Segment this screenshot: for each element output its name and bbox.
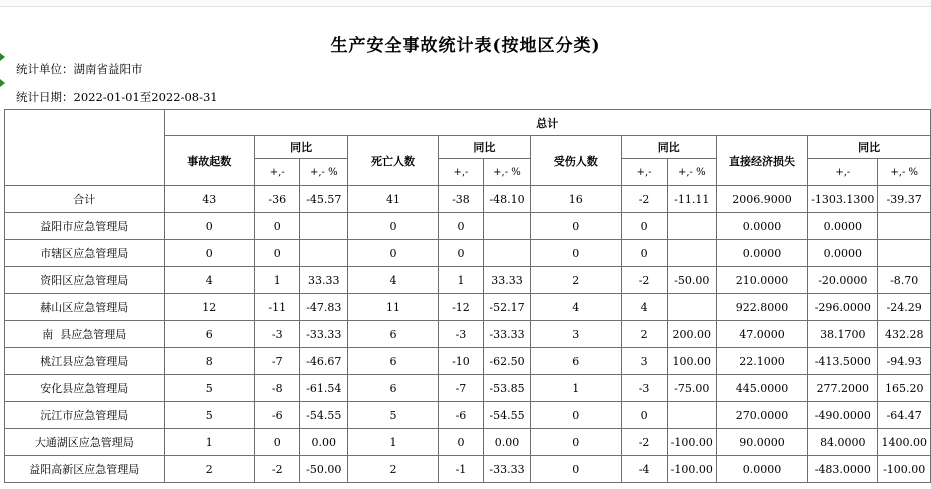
accidents-pct-cell: -45.57 bbox=[300, 186, 348, 213]
injuries-pct-cell: -100.00 bbox=[667, 429, 716, 456]
loss-pct-cell: -39.37 bbox=[878, 186, 931, 213]
loss-pct-cell: 432.28 bbox=[878, 321, 931, 348]
injuries-pct-cell: -50.00 bbox=[667, 267, 716, 294]
header-total: 总计 bbox=[164, 110, 931, 136]
accidents-diff-cell: -11 bbox=[255, 294, 300, 321]
table-row bbox=[5, 456, 931, 483]
deaths-pct-cell: -33.33 bbox=[484, 456, 531, 483]
deaths-diff-cell: 0 bbox=[438, 429, 483, 456]
injuries-cell: 0 bbox=[530, 402, 621, 429]
region-name-cell: 市辖区应急管理局 bbox=[5, 240, 165, 267]
statistics-table bbox=[4, 109, 931, 483]
injuries-cell: 6 bbox=[530, 348, 621, 375]
accidents-diff-cell: 1 bbox=[255, 267, 300, 294]
top-ruler-strip bbox=[0, 0, 931, 7]
header-accidents: 事故起数 bbox=[164, 136, 255, 186]
deaths-cell: 5 bbox=[348, 402, 439, 429]
loss-pct-cell: 165.20 bbox=[878, 375, 931, 402]
deaths-diff-cell: -38 bbox=[438, 186, 483, 213]
accidents-diff-cell: 0 bbox=[255, 240, 300, 267]
injuries-pct-cell bbox=[667, 213, 716, 240]
cell-comment-marker bbox=[0, 79, 5, 87]
injuries-diff-cell: 0 bbox=[621, 240, 667, 267]
loss-pct-cell: -94.93 bbox=[878, 348, 931, 375]
deaths-pct-cell bbox=[484, 240, 531, 267]
accidents-cell: 0 bbox=[164, 240, 255, 267]
accidents-cell: 8 bbox=[164, 348, 255, 375]
injuries-cell: 0 bbox=[530, 429, 621, 456]
accidents-diff-cell: 0 bbox=[255, 213, 300, 240]
deaths-diff-cell: -3 bbox=[438, 321, 483, 348]
loss-diff-cell: 84.0000 bbox=[808, 429, 878, 456]
loss-cell: 0.0000 bbox=[716, 240, 807, 267]
table-row bbox=[5, 294, 931, 321]
accidents-diff-cell: -7 bbox=[255, 348, 300, 375]
accidents-pct-cell: -54.55 bbox=[300, 402, 348, 429]
injuries-pct-cell: -100.00 bbox=[667, 456, 716, 483]
region-name-cell: 益阳高新区应急管理局 bbox=[5, 456, 165, 483]
accidents-cell: 6 bbox=[164, 321, 255, 348]
injuries-pct-cell bbox=[667, 402, 716, 429]
injuries-pct-cell bbox=[667, 294, 716, 321]
table-row bbox=[5, 429, 931, 456]
accidents-pct-cell: -47.83 bbox=[300, 294, 348, 321]
accidents-diff-cell: -8 bbox=[255, 375, 300, 402]
deaths-diff-cell: 0 bbox=[438, 240, 483, 267]
deaths-diff-cell: -1 bbox=[438, 456, 483, 483]
loss-cell: 0.0000 bbox=[716, 213, 807, 240]
table-row bbox=[5, 321, 931, 348]
report-title: 生产安全事故统计表(按地区分类) bbox=[330, 36, 601, 56]
accidents-pct-cell: -50.00 bbox=[300, 456, 348, 483]
accidents-diff-cell: 0 bbox=[255, 429, 300, 456]
region-name-cell: 安化县应急管理局 bbox=[5, 375, 165, 402]
injuries-cell: 0 bbox=[530, 456, 621, 483]
deaths-pct-cell: -33.33 bbox=[484, 321, 531, 348]
deaths-pct-cell: 33.33 bbox=[484, 267, 531, 294]
table-row bbox=[5, 186, 931, 213]
accidents-pct-cell: 0.00 bbox=[300, 429, 348, 456]
injuries-cell: 3 bbox=[530, 321, 621, 348]
accidents-cell: 43 bbox=[164, 186, 255, 213]
loss-pct-cell: -64.47 bbox=[878, 402, 931, 429]
injuries-cell: 4 bbox=[530, 294, 621, 321]
accidents-pct-cell bbox=[300, 213, 348, 240]
loss-cell: 47.0000 bbox=[716, 321, 807, 348]
loss-pct-cell bbox=[878, 240, 931, 267]
region-name-cell: 南 县应急管理局 bbox=[5, 321, 165, 348]
accidents-diff-cell: -2 bbox=[255, 456, 300, 483]
injuries-cell: 0 bbox=[530, 240, 621, 267]
loss-cell: 210.0000 bbox=[716, 267, 807, 294]
table-row bbox=[5, 240, 931, 267]
header-pm: +,- bbox=[255, 159, 300, 186]
region-name-cell: 桃江县应急管理局 bbox=[5, 348, 165, 375]
loss-pct-cell: -8.70 bbox=[878, 267, 931, 294]
accidents-cell: 12 bbox=[164, 294, 255, 321]
deaths-diff-cell: 1 bbox=[438, 267, 483, 294]
loss-cell: 270.0000 bbox=[716, 402, 807, 429]
injuries-pct-cell: -75.00 bbox=[667, 375, 716, 402]
header-pm: +,- bbox=[808, 159, 878, 186]
loss-diff-cell: 277.2000 bbox=[808, 375, 878, 402]
header-injuries: 受伤人数 bbox=[530, 136, 621, 186]
header-deaths: 死亡人数 bbox=[348, 136, 439, 186]
corner-cell bbox=[5, 110, 165, 186]
injuries-pct-cell: 100.00 bbox=[667, 348, 716, 375]
header-loss-yoy: 同比 bbox=[808, 136, 931, 159]
deaths-diff-cell: -10 bbox=[438, 348, 483, 375]
deaths-cell: 6 bbox=[348, 375, 439, 402]
injuries-cell: 16 bbox=[530, 186, 621, 213]
header-accidents-yoy: 同比 bbox=[255, 136, 348, 159]
injuries-cell: 0 bbox=[530, 213, 621, 240]
deaths-cell: 4 bbox=[348, 267, 439, 294]
injuries-diff-cell: 2 bbox=[621, 321, 667, 348]
accidents-pct-cell: 33.33 bbox=[300, 267, 348, 294]
deaths-cell: 6 bbox=[348, 321, 439, 348]
deaths-cell: 1 bbox=[348, 429, 439, 456]
header-loss: 直接经济损失 bbox=[716, 136, 807, 186]
loss-cell: 90.0000 bbox=[716, 429, 807, 456]
accidents-diff-cell: -3 bbox=[255, 321, 300, 348]
accidents-cell: 4 bbox=[164, 267, 255, 294]
table-row bbox=[5, 375, 931, 402]
loss-diff-cell: 0.0000 bbox=[808, 240, 878, 267]
deaths-diff-cell: -7 bbox=[438, 375, 483, 402]
loss-cell: 22.1000 bbox=[716, 348, 807, 375]
loss-diff-cell: -20.0000 bbox=[808, 267, 878, 294]
deaths-pct-cell bbox=[484, 213, 531, 240]
deaths-cell: 11 bbox=[348, 294, 439, 321]
injuries-diff-cell: 3 bbox=[621, 348, 667, 375]
accidents-diff-cell: -6 bbox=[255, 402, 300, 429]
accidents-cell: 5 bbox=[164, 402, 255, 429]
accidents-cell: 1 bbox=[164, 429, 255, 456]
deaths-pct-cell: 0.00 bbox=[484, 429, 531, 456]
loss-cell: 0.0000 bbox=[716, 456, 807, 483]
deaths-pct-cell: -53.85 bbox=[484, 375, 531, 402]
injuries-diff-cell: -2 bbox=[621, 267, 667, 294]
accidents-diff-cell: -36 bbox=[255, 186, 300, 213]
deaths-pct-cell: -48.10 bbox=[484, 186, 531, 213]
injuries-diff-cell: -2 bbox=[621, 186, 667, 213]
loss-diff-cell: -490.0000 bbox=[808, 402, 878, 429]
deaths-cell: 0 bbox=[348, 213, 439, 240]
loss-cell: 2006.9000 bbox=[716, 186, 807, 213]
accidents-pct-cell: -33.33 bbox=[300, 321, 348, 348]
region-name-cell: 益阳市应急管理局 bbox=[5, 213, 165, 240]
header-pm-pct: +,- % bbox=[484, 159, 531, 186]
deaths-diff-cell: 0 bbox=[438, 213, 483, 240]
header-pm: +,- bbox=[438, 159, 483, 186]
deaths-diff-cell: -6 bbox=[438, 402, 483, 429]
region-name-cell: 资阳区应急管理局 bbox=[5, 267, 165, 294]
loss-diff-cell: -1303.1300 bbox=[808, 186, 878, 213]
loss-diff-cell: -296.0000 bbox=[808, 294, 878, 321]
table-row bbox=[5, 213, 931, 240]
deaths-cell: 2 bbox=[348, 456, 439, 483]
accidents-cell: 5 bbox=[164, 375, 255, 402]
injuries-pct-cell: -11.11 bbox=[667, 186, 716, 213]
header-pm-pct: +,- % bbox=[878, 159, 931, 186]
deaths-cell: 0 bbox=[348, 240, 439, 267]
injuries-diff-cell: 4 bbox=[621, 294, 667, 321]
loss-pct-cell bbox=[878, 213, 931, 240]
deaths-cell: 6 bbox=[348, 348, 439, 375]
header-pm: +,- bbox=[621, 159, 667, 186]
loss-cell: 922.8000 bbox=[716, 294, 807, 321]
deaths-pct-cell: -54.55 bbox=[484, 402, 531, 429]
deaths-pct-cell: -62.50 bbox=[484, 348, 531, 375]
region-name-cell: 沅江市应急管理局 bbox=[5, 402, 165, 429]
injuries-pct-cell: 200.00 bbox=[667, 321, 716, 348]
deaths-diff-cell: -12 bbox=[438, 294, 483, 321]
loss-cell: 445.0000 bbox=[716, 375, 807, 402]
loss-pct-cell: -24.29 bbox=[878, 294, 931, 321]
header-pm-pct: +,- % bbox=[300, 159, 348, 186]
header-pm-pct: +,- % bbox=[667, 159, 716, 186]
accidents-pct-cell: -46.67 bbox=[300, 348, 348, 375]
loss-diff-cell: -483.0000 bbox=[808, 456, 878, 483]
deaths-pct-cell: -52.17 bbox=[484, 294, 531, 321]
deaths-cell: 41 bbox=[348, 186, 439, 213]
injuries-diff-cell: -2 bbox=[621, 429, 667, 456]
region-name-cell: 赫山区应急管理局 bbox=[5, 294, 165, 321]
loss-pct-cell: 1400.00 bbox=[878, 429, 931, 456]
accidents-pct-cell bbox=[300, 240, 348, 267]
accidents-cell: 2 bbox=[164, 456, 255, 483]
statistics-unit: 统计单位：湖南省益阳市 bbox=[16, 62, 143, 76]
injuries-diff-cell: 0 bbox=[621, 213, 667, 240]
loss-pct-cell: -100.00 bbox=[878, 456, 931, 483]
header-deaths-yoy: 同比 bbox=[438, 136, 530, 159]
region-name-cell: 合计 bbox=[5, 186, 165, 213]
injuries-cell: 2 bbox=[530, 267, 621, 294]
loss-diff-cell: 38.1700 bbox=[808, 321, 878, 348]
loss-diff-cell: 0.0000 bbox=[808, 213, 878, 240]
injuries-diff-cell: -4 bbox=[621, 456, 667, 483]
accidents-pct-cell: -61.54 bbox=[300, 375, 348, 402]
injuries-diff-cell: -3 bbox=[621, 375, 667, 402]
header-injuries-yoy: 同比 bbox=[621, 136, 716, 159]
loss-diff-cell: -413.5000 bbox=[808, 348, 878, 375]
statistics-date: 统计日期：2022-01-01至2022-08-31 bbox=[16, 90, 218, 104]
table-row bbox=[5, 348, 931, 375]
table-row bbox=[5, 267, 931, 294]
accidents-cell: 0 bbox=[164, 213, 255, 240]
injuries-pct-cell bbox=[667, 240, 716, 267]
region-name-cell: 大通湖区应急管理局 bbox=[5, 429, 165, 456]
table-row bbox=[5, 402, 931, 429]
injuries-cell: 1 bbox=[530, 375, 621, 402]
injuries-diff-cell: 0 bbox=[621, 402, 667, 429]
